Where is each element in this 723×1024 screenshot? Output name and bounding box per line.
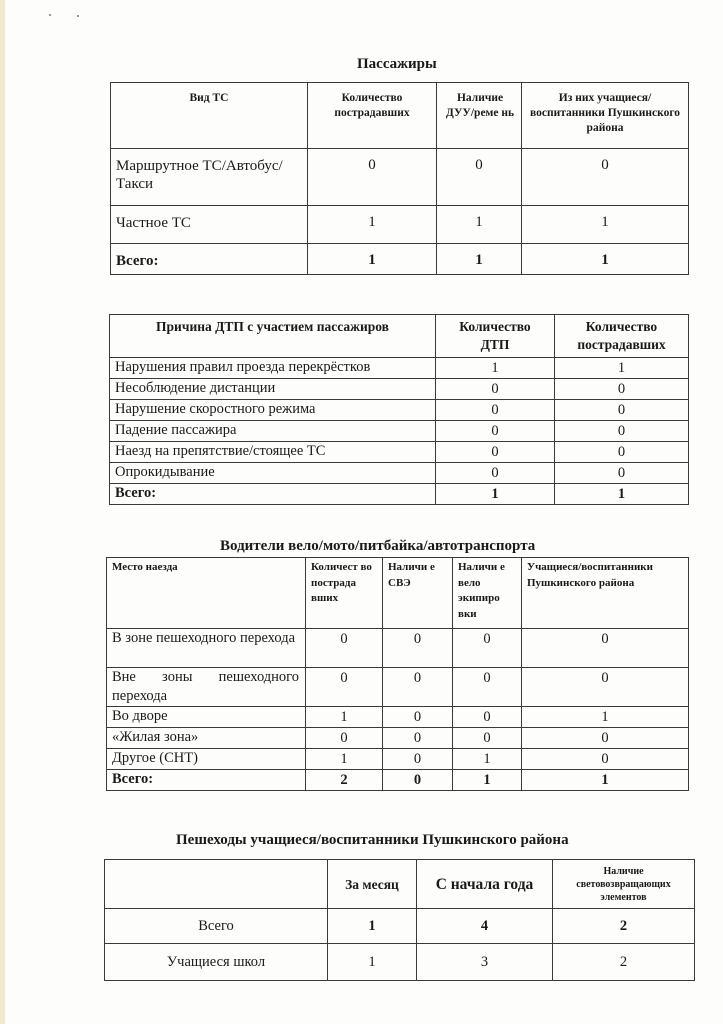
table-row [107,707,689,728]
cell-value: 1 [437,206,522,244]
cell-value: 0 [453,629,522,668]
table-header-row [105,860,695,909]
cell-value: 3 [417,944,553,981]
total-value: 2 [306,770,383,791]
header-month: За месяц [328,860,417,909]
table-row [107,749,689,770]
header-injured-count: Количество пострадавших [308,83,437,149]
cell-value: 0 [437,149,522,206]
pedestrians-table [104,859,695,981]
cell-value: 0 [436,442,555,463]
table-row [110,442,689,463]
row-label: Вне зоны пешеходного перехода [107,668,306,707]
row-label: Во дворе [107,707,306,728]
row-label: Маршрутное ТС/Автобус/Такси [111,149,308,206]
total-label: Всего: [110,484,436,505]
passengers-table [110,82,689,275]
cell-value: 1 [453,749,522,770]
cell-value: 0 [308,149,437,206]
row-label: Наезд на препятствие/стоящее ТС [110,442,436,463]
header-location: Место наезда [107,558,306,629]
header-restraint: Наличие ДУУ/реме нь [437,83,522,149]
pedestrians-title: Пешеходы учащиеся/воспитанники Пушкинского района [176,832,569,848]
table-row [111,149,689,206]
total-label: Всего: [107,770,306,791]
total-value: 0 [383,770,453,791]
header-bike-gear: Наличи е вело экипиро вки [453,558,522,629]
total-value: 1 [436,484,555,505]
cell-value: 0 [555,442,689,463]
table-row [110,358,689,379]
table-row [110,463,689,484]
header-empty [105,860,328,909]
cell-value: 2 [553,909,695,944]
row-label: Частное ТС [111,206,308,244]
cell-value: 0 [555,400,689,421]
cell-value: 1 [308,206,437,244]
cell-value: 0 [436,379,555,400]
table-header-row [110,315,689,358]
passengers-title: Пассажиры [357,56,437,72]
header-vehicle-type: Вид ТС [111,83,308,149]
cell-value: 0 [522,668,689,707]
cell-value: 1 [306,749,383,770]
row-label: Нарушение скоростного режима [110,400,436,421]
table-total-row [110,484,689,505]
table-row [111,206,689,244]
total-label: Всего: [111,244,308,275]
cell-value: 0 [436,400,555,421]
total-value: 1 [437,244,522,275]
total-value: 1 [453,770,522,791]
table-row [105,944,695,981]
cell-value: 0 [383,749,453,770]
cell-value: 1 [522,206,689,244]
cell-value: 0 [555,463,689,484]
cell-value: 0 [453,707,522,728]
cell-value: 0 [436,463,555,484]
cell-value: 2 [553,944,695,981]
table-row [107,668,689,707]
header-year-to-date: С начала года [417,860,553,909]
table-total-row [111,244,689,275]
table-total-row [107,770,689,791]
cell-value: 0 [383,707,453,728]
cell-value: 0 [522,629,689,668]
cell-value: 1 [328,944,417,981]
table-row [107,629,689,668]
cell-value: 0 [522,749,689,770]
header-cause: Причина ДТП с участием пассажиров [110,315,436,358]
cell-value: 1 [555,358,689,379]
cell-value: 0 [383,728,453,749]
row-label: Другое (СНТ) [107,749,306,770]
row-label: «Жилая зона» [107,728,306,749]
scan-edge [0,0,5,1024]
cell-value: 1 [522,707,689,728]
table-row [105,909,695,944]
row-label: Падение пассажира [110,421,436,442]
cell-value: 0 [522,149,689,206]
table-header-row [111,83,689,149]
cell-value: 0 [436,421,555,442]
table-row [110,379,689,400]
cell-value: 0 [453,728,522,749]
table-header-row [107,558,689,629]
cell-value: 4 [417,909,553,944]
scan-speck [49,14,51,16]
row-label: В зоне пешеходного перехода [107,629,306,668]
row-label: Учащиеся школ [105,944,328,981]
cell-value: 0 [383,668,453,707]
total-value: 1 [308,244,437,275]
total-value: 1 [555,484,689,505]
cell-value: 0 [306,629,383,668]
table-row [107,728,689,749]
cell-value: 0 [306,728,383,749]
total-value: 1 [522,770,689,791]
cell-value: 1 [306,707,383,728]
row-label: Нарушения правил проезда перекрёстков [110,358,436,379]
cell-value: 0 [522,728,689,749]
header-students: Из них учащиеся/воспитанники Пушкинского района [522,83,689,149]
drivers-table [106,557,689,791]
total-value: 1 [522,244,689,275]
cell-value: 1 [436,358,555,379]
row-label: Опрокидывание [110,463,436,484]
cell-value: 0 [453,668,522,707]
cell-value: 1 [328,909,417,944]
scan-speck [77,15,79,17]
cell-value: 0 [383,629,453,668]
causes-table [109,314,689,505]
header-reflective: Наличие световозвращающих элементов [553,860,695,909]
header-students: Учащиеся/воспитанники Пушкинского района [522,558,689,629]
cell-value: 0 [555,421,689,442]
table-row [110,421,689,442]
row-label: Несоблюдение дистанции [110,379,436,400]
header-reflective: Наличи е СВЭ [383,558,453,629]
cell-value: 0 [555,379,689,400]
table-row [110,400,689,421]
cell-value: 0 [306,668,383,707]
row-label: Всего [105,909,328,944]
header-injured-count: Количест во пострада вших [306,558,383,629]
drivers-title: Водители вело/мото/питбайка/автотранспорта [220,538,536,554]
header-accident-count: Количество ДТП [436,315,555,358]
header-injured-count: Количество пострадавших [555,315,689,358]
